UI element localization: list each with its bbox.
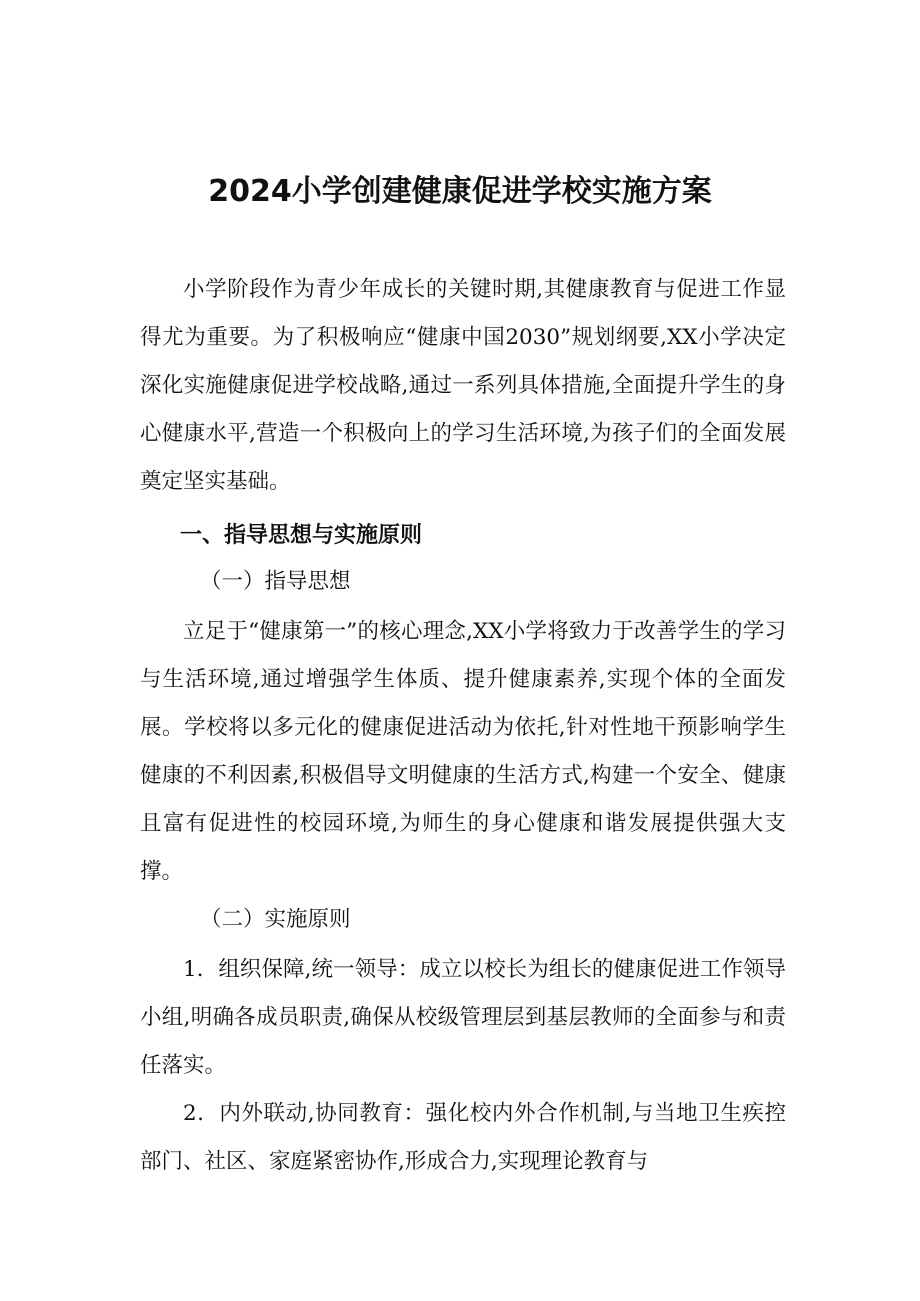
subsection-heading-guiding-ideology: （一）指导思想 [200,569,351,594]
intro-paragraph: 小学阶段作为青少年成长的关键时期,其健康教育与促进工作显得尤为重要。为了积极响应“健康中国2030”规划纲要,XX小学决定深化实施健康促进学校战略,通过一系列具体措施,全面提升学生的身心健康水平,营造一个积极向上的学习生活环境,为孩子们的全面发展奠定坚实基础。 [140,277,786,494]
subsection-heading-principles: （二）实施原则 [200,907,351,932]
principle-item-1: 1．组织保障,统一领导：成立以校长为组长的健康促进工作领导小组,明确各成员职责,确保从校级管理层到基层教师的全面参与和责任落实。 [140,957,786,1078]
section-heading: 一、指导思想与实施原则 [180,523,423,548]
document-title: 2024小学创建健康促进学校实施方案 [208,174,712,209]
guiding-ideology-paragraph: 立足于“健康第一”的核心理念,XX小学将致力于改善学生的学习与生活环境,通过增强学生体质、提升健康素养,实现个体的全面发展。学校将以多元化的健康促进活动为依托,针对性地干预影响学生健康的不利因素,积极倡导文明健康的生活方式,构建一个安全、健康且富有促进性的校园环境,为师生的身心健康和谐发展提供强大支撑。 [140,619,786,884]
principle-item-2: 2．内外联动,协同教育：强化校内外合作机制,与当地卫生疾控部门、社区、家庭紧密协作,形成合力,实现理论教育与 [140,1101,786,1174]
